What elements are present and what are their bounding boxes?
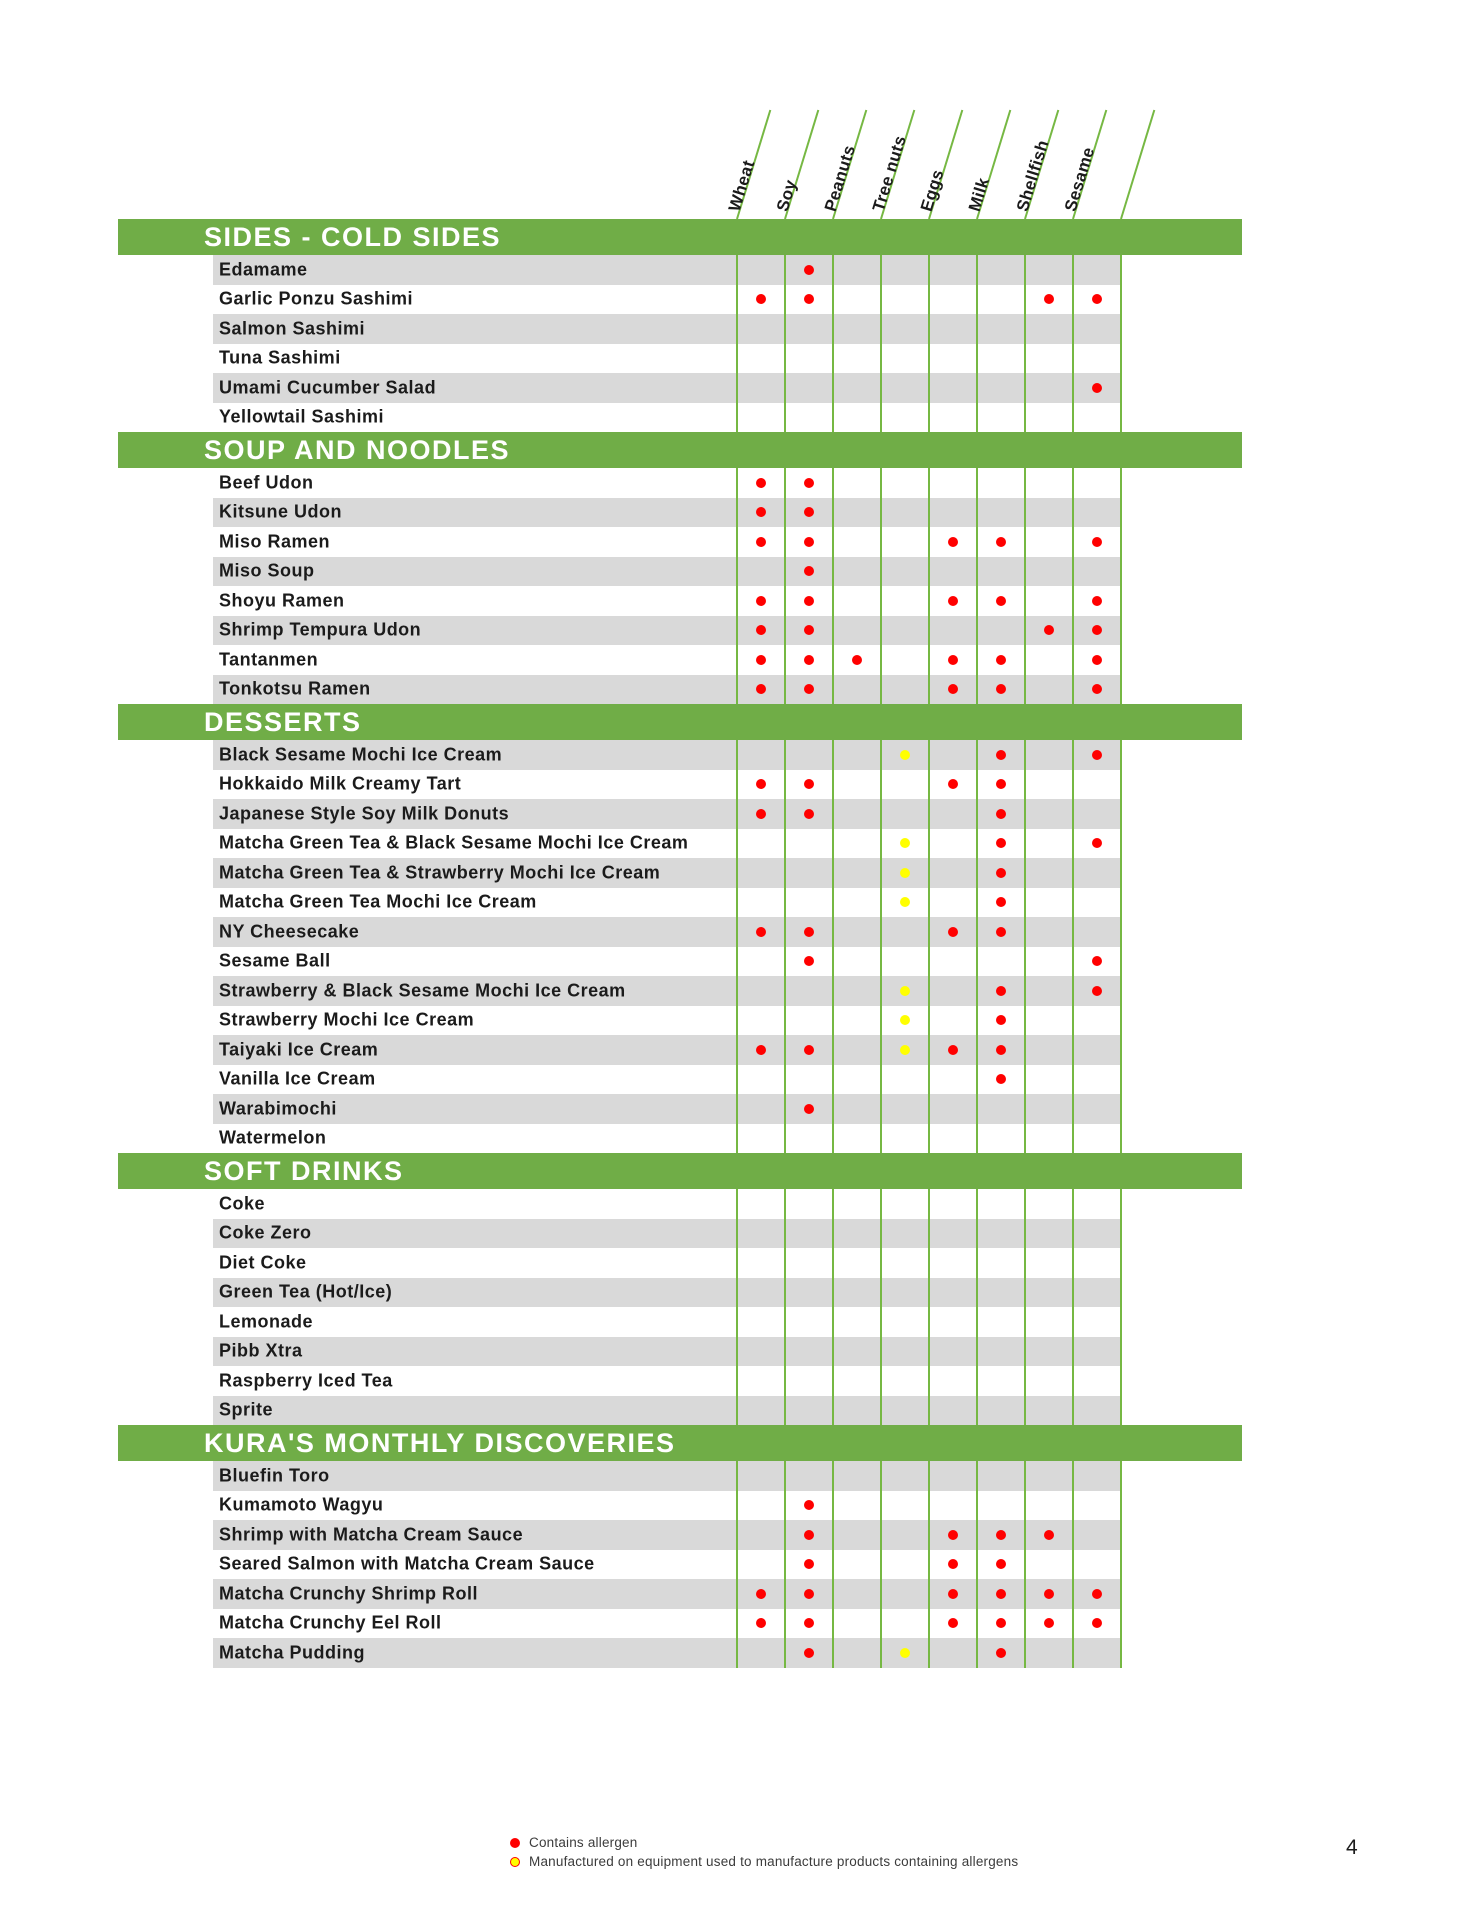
menu-item-label: Matcha Green Tea & Strawberry Mochi Ice Cream <box>219 862 661 883</box>
table-row <box>213 344 1121 374</box>
section-title: SIDES - COLD SIDES <box>204 221 502 252</box>
table-row <box>213 468 1121 498</box>
contains-allergen-dot-wheat <box>756 596 766 606</box>
column-separator-line <box>1120 110 1155 220</box>
contains-allergen-dot-soy <box>804 478 814 488</box>
table-row <box>213 1248 1121 1278</box>
page-number: 4 <box>1346 1836 1358 1859</box>
may-allergen-dot-tree-nuts <box>900 1648 910 1658</box>
menu-item-label: Japanese Style Soy Milk Donuts <box>219 803 510 824</box>
section-header-soft-drinks <box>118 1153 1242 1189</box>
contains-allergen-dot-soy <box>804 1559 814 1569</box>
contains-allergen-dot-soy <box>804 684 814 694</box>
column-header-tree-nuts: Tree nuts <box>868 133 910 214</box>
contains-allergen-dot-milk <box>996 1530 1006 1540</box>
section-header-desserts <box>118 704 1242 740</box>
table-row <box>213 1609 1121 1639</box>
may-allergen-dot-tree-nuts <box>900 838 910 848</box>
section-header-kura-s-monthly-discoveries <box>118 1425 1242 1461</box>
contains-allergen-dot-soy <box>804 1618 814 1628</box>
contains-allergen-dot-sesame <box>1092 537 1102 547</box>
table-row <box>213 616 1121 646</box>
legend-contains-row <box>510 1833 1018 1852</box>
contains-allergen-dot-soy <box>804 1500 814 1510</box>
column-header-milk: Milk <box>964 175 994 214</box>
contains-allergen-dot-soy <box>804 507 814 517</box>
contains-allergen-dot-sesame <box>1092 294 1102 304</box>
menu-item-label: Bluefin Toro <box>219 1465 330 1486</box>
column-header-soy: Soy <box>772 177 801 214</box>
contains-allergen-dot-soy <box>804 625 814 635</box>
contains-allergen-dot-wheat <box>756 294 766 304</box>
contains-allergen-dot-wheat <box>756 1589 766 1599</box>
contains-allergen-dot-milk <box>996 1618 1006 1628</box>
table-row <box>213 645 1121 675</box>
table-row <box>213 557 1121 587</box>
table-row <box>213 403 1121 433</box>
column-header-sesame: Sesame <box>1060 144 1099 214</box>
contains-allergen-dot-sesame <box>1092 986 1102 996</box>
menu-item-label: Edamame <box>219 259 308 280</box>
contains-allergen-dot-wheat <box>756 1618 766 1628</box>
menu-item-label: Kumamoto Wagyu <box>219 1494 384 1515</box>
legend-may-contain-row <box>510 1852 1018 1871</box>
contains-allergen-dot-soy <box>804 956 814 966</box>
contains-allergen-dot-shellfish <box>1044 1618 1054 1628</box>
menu-item-label: Warabimochi <box>219 1098 337 1119</box>
legend-may-contain-label: Manufactured on equipment used to manufacture products containing allergens <box>529 1854 1019 1869</box>
table-row <box>213 1491 1121 1521</box>
contains-allergen-dot-shellfish <box>1044 1589 1054 1599</box>
table-row <box>213 740 1121 770</box>
contains-allergen-dot-sesame <box>1092 383 1102 393</box>
contains-allergen-dot-wheat <box>756 537 766 547</box>
contains-allergen-dot-soy <box>804 537 814 547</box>
contains-allergen-dot-soy <box>804 809 814 819</box>
table-row <box>213 1006 1121 1036</box>
table-row <box>213 770 1121 800</box>
menu-item-label: Beef Udon <box>219 472 314 493</box>
contains-allergen-dot-wheat <box>756 478 766 488</box>
section-title: DESSERTS <box>204 706 362 737</box>
may-contain-allergen-dot-icon <box>510 1857 520 1867</box>
contains-allergen-dot-sesame <box>1092 684 1102 694</box>
contains-allergen-dot-milk <box>996 1045 1006 1055</box>
contains-allergen-dot-soy <box>804 655 814 665</box>
menu-item-label: Tonkotsu Ramen <box>219 678 371 699</box>
contains-allergen-dot-soy <box>804 1045 814 1055</box>
table-row <box>213 586 1121 616</box>
menu-item-label: Sesame Ball <box>219 950 331 971</box>
menu-item-label: Salmon Sashimi <box>219 318 366 339</box>
menu-item-label: Diet Coke <box>219 1252 307 1273</box>
menu-item-label: Yellowtail Sashimi <box>219 406 385 427</box>
contains-allergen-dot-milk <box>996 779 1006 789</box>
may-allergen-dot-tree-nuts <box>900 1015 910 1025</box>
menu-item-label: Strawberry & Black Sesame Mochi Ice Cream <box>219 980 626 1001</box>
menu-item-label: Shrimp with Matcha Cream Sauce <box>219 1524 524 1545</box>
contains-allergen-dot-eggs <box>948 1559 958 1569</box>
menu-item-label: Taiyaki Ice Cream <box>219 1039 379 1060</box>
contains-allergen-dot-wheat <box>756 507 766 517</box>
table-row <box>213 858 1121 888</box>
menu-item-label: Umami Cucumber Salad <box>219 377 437 398</box>
menu-item-label: Pibb Xtra <box>219 1340 303 1361</box>
menu-item-label: Hokkaido Milk Creamy Tart <box>219 773 462 794</box>
contains-allergen-dot-shellfish <box>1044 294 1054 304</box>
contains-allergen-dot-wheat <box>756 809 766 819</box>
table-row <box>213 1520 1121 1550</box>
table-row <box>213 976 1121 1006</box>
menu-item-label: Watermelon <box>219 1127 327 1148</box>
contains-allergen-dot-peanuts <box>852 655 862 665</box>
table-row <box>213 1461 1121 1491</box>
menu-item-label: Raspberry Iced Tea <box>219 1370 393 1391</box>
menu-item-label: Coke Zero <box>219 1222 312 1243</box>
contains-allergen-dot-soy <box>804 1530 814 1540</box>
table-row <box>213 1638 1121 1668</box>
menu-item-label: Matcha Crunchy Eel Roll <box>219 1612 442 1633</box>
table-row <box>213 1307 1121 1337</box>
column-header-wheat: Wheat <box>724 157 759 214</box>
contains-allergen-dot-milk <box>996 1589 1006 1599</box>
table-row <box>213 285 1121 315</box>
contains-allergen-dot-sesame <box>1092 750 1102 760</box>
contains-allergen-dot-milk <box>996 986 1006 996</box>
contains-allergen-dot-eggs <box>948 1530 958 1540</box>
table-row <box>213 1189 1121 1219</box>
section-header-soup-and-noodles <box>118 432 1242 468</box>
contains-allergen-dot-shellfish <box>1044 1530 1054 1540</box>
column-header-shellfish: Shellfish <box>1012 137 1053 214</box>
menu-item-label: Tuna Sashimi <box>219 347 341 368</box>
table-row <box>213 1550 1121 1580</box>
contains-allergen-dot-eggs <box>948 655 958 665</box>
menu-item-label: Matcha Green Tea Mochi Ice Cream <box>219 891 537 912</box>
allergen-legend <box>510 1833 1018 1871</box>
contains-allergen-dot-wheat <box>756 625 766 635</box>
table-row <box>213 255 1121 285</box>
contains-allergen-dot-eggs <box>948 1045 958 1055</box>
contains-allergen-dot-eggs <box>948 1618 958 1628</box>
menu-item-label: Green Tea (Hot/Ice) <box>219 1281 393 1302</box>
contains-allergen-dot-soy <box>804 1104 814 1114</box>
menu-item-label: Lemonade <box>219 1311 314 1332</box>
table-row <box>213 1094 1121 1124</box>
table-row <box>213 1396 1121 1426</box>
may-allergen-dot-tree-nuts <box>900 986 910 996</box>
contains-allergen-dot-soy <box>804 1589 814 1599</box>
table-row <box>213 1366 1121 1396</box>
table-row <box>213 1337 1121 1367</box>
contains-allergen-dot-soy <box>804 1648 814 1658</box>
section-header-sides-cold-sides <box>118 219 1242 255</box>
contains-allergen-dot-milk <box>996 927 1006 937</box>
contains-allergen-dot-eggs <box>948 779 958 789</box>
menu-item-label: Tantanmen <box>219 649 319 670</box>
allergen-table <box>0 219 1484 1668</box>
table-row <box>213 1124 1121 1154</box>
contains-allergen-dot-sesame <box>1092 625 1102 635</box>
table-row <box>213 675 1121 705</box>
table-row <box>213 829 1121 859</box>
table-row <box>213 373 1121 403</box>
menu-item-label: Vanilla Ice Cream <box>219 1068 376 1089</box>
menu-item-label: Sprite <box>219 1399 274 1420</box>
menu-item-label: Kitsune Udon <box>219 501 342 522</box>
contains-allergen-dot-sesame <box>1092 1589 1102 1599</box>
contains-allergen-dot-wheat <box>756 927 766 937</box>
section-title: SOUP AND NOODLES <box>204 434 511 465</box>
table-row <box>213 498 1121 528</box>
contains-allergen-dot-milk <box>996 596 1006 606</box>
contains-allergen-dot-soy <box>804 927 814 937</box>
section-title: SOFT DRINKS <box>204 1155 404 1186</box>
contains-allergen-dot-wheat <box>756 684 766 694</box>
contains-allergen-dot-eggs <box>948 1589 958 1599</box>
menu-item-label: Matcha Green Tea & Black Sesame Mochi Ice Cream <box>219 832 689 853</box>
contains-allergen-dot-shellfish <box>1044 625 1054 635</box>
contains-allergen-dot-sesame <box>1092 596 1102 606</box>
contains-allergen-dot-wheat <box>756 1045 766 1055</box>
contains-allergen-dot-eggs <box>948 684 958 694</box>
contains-allergen-dot-soy <box>804 265 814 275</box>
contains-allergen-dot-soy <box>804 566 814 576</box>
may-allergen-dot-tree-nuts <box>900 897 910 907</box>
contains-allergen-dot-wheat <box>756 779 766 789</box>
contains-allergen-dot-milk <box>996 1648 1006 1658</box>
contains-allergen-dot-milk <box>996 1015 1006 1025</box>
contains-allergen-dot-wheat <box>756 655 766 665</box>
contains-allergen-dot-eggs <box>948 927 958 937</box>
may-allergen-dot-tree-nuts <box>900 750 910 760</box>
menu-item-label: Garlic Ponzu Sashimi <box>219 288 414 309</box>
menu-item-label: Black Sesame Mochi Ice Cream <box>219 744 503 765</box>
column-header-peanuts: Peanuts <box>820 142 859 214</box>
contains-allergen-dot-soy <box>804 294 814 304</box>
contains-allergen-dot-milk <box>996 868 1006 878</box>
contains-allergen-dot-milk <box>996 750 1006 760</box>
table-row <box>213 1278 1121 1308</box>
contains-allergen-dot-milk <box>996 809 1006 819</box>
contains-allergen-dot-milk <box>996 838 1006 848</box>
contains-allergen-dot-icon <box>510 1838 520 1848</box>
table-row <box>213 1579 1121 1609</box>
table-row <box>213 314 1121 344</box>
contains-allergen-dot-eggs <box>948 537 958 547</box>
table-row <box>213 1035 1121 1065</box>
section-title: KURA'S MONTHLY DISCOVERIES <box>204 1427 676 1458</box>
contains-allergen-dot-milk <box>996 1559 1006 1569</box>
menu-item-label: NY Cheesecake <box>219 921 360 942</box>
menu-item-label: Matcha Pudding <box>219 1642 365 1663</box>
contains-allergen-dot-soy <box>804 779 814 789</box>
column-header-eggs: Eggs <box>916 167 948 214</box>
contains-allergen-dot-milk <box>996 537 1006 547</box>
contains-allergen-dot-sesame <box>1092 956 1102 966</box>
menu-item-label: Seared Salmon with Matcha Cream Sauce <box>219 1553 595 1574</box>
contains-allergen-dot-milk <box>996 1074 1006 1084</box>
contains-allergen-dot-sesame <box>1092 655 1102 665</box>
menu-item-label: Miso Ramen <box>219 531 331 552</box>
contains-allergen-dot-milk <box>996 684 1006 694</box>
menu-item-label: Shoyu Ramen <box>219 590 345 611</box>
menu-item-label: Shrimp Tempura Udon <box>219 619 422 640</box>
may-allergen-dot-tree-nuts <box>900 1045 910 1055</box>
contains-allergen-dot-eggs <box>948 596 958 606</box>
table-row <box>213 1219 1121 1249</box>
contains-allergen-dot-soy <box>804 596 814 606</box>
contains-allergen-dot-sesame <box>1092 838 1102 848</box>
table-row <box>213 799 1121 829</box>
table-row <box>213 947 1121 977</box>
table-row <box>213 917 1121 947</box>
menu-item-label: Miso Soup <box>219 560 315 581</box>
table-row <box>213 527 1121 557</box>
contains-allergen-dot-milk <box>996 897 1006 907</box>
may-allergen-dot-tree-nuts <box>900 868 910 878</box>
menu-item-label: Strawberry Mochi Ice Cream <box>219 1009 475 1030</box>
contains-allergen-dot-milk <box>996 655 1006 665</box>
menu-item-label: Matcha Crunchy Shrimp Roll <box>219 1583 479 1604</box>
table-row <box>213 1065 1121 1095</box>
legend-contains-label: Contains allergen <box>529 1835 638 1850</box>
menu-item-label: Coke <box>219 1193 266 1214</box>
contains-allergen-dot-sesame <box>1092 1618 1102 1628</box>
table-row <box>213 888 1121 918</box>
